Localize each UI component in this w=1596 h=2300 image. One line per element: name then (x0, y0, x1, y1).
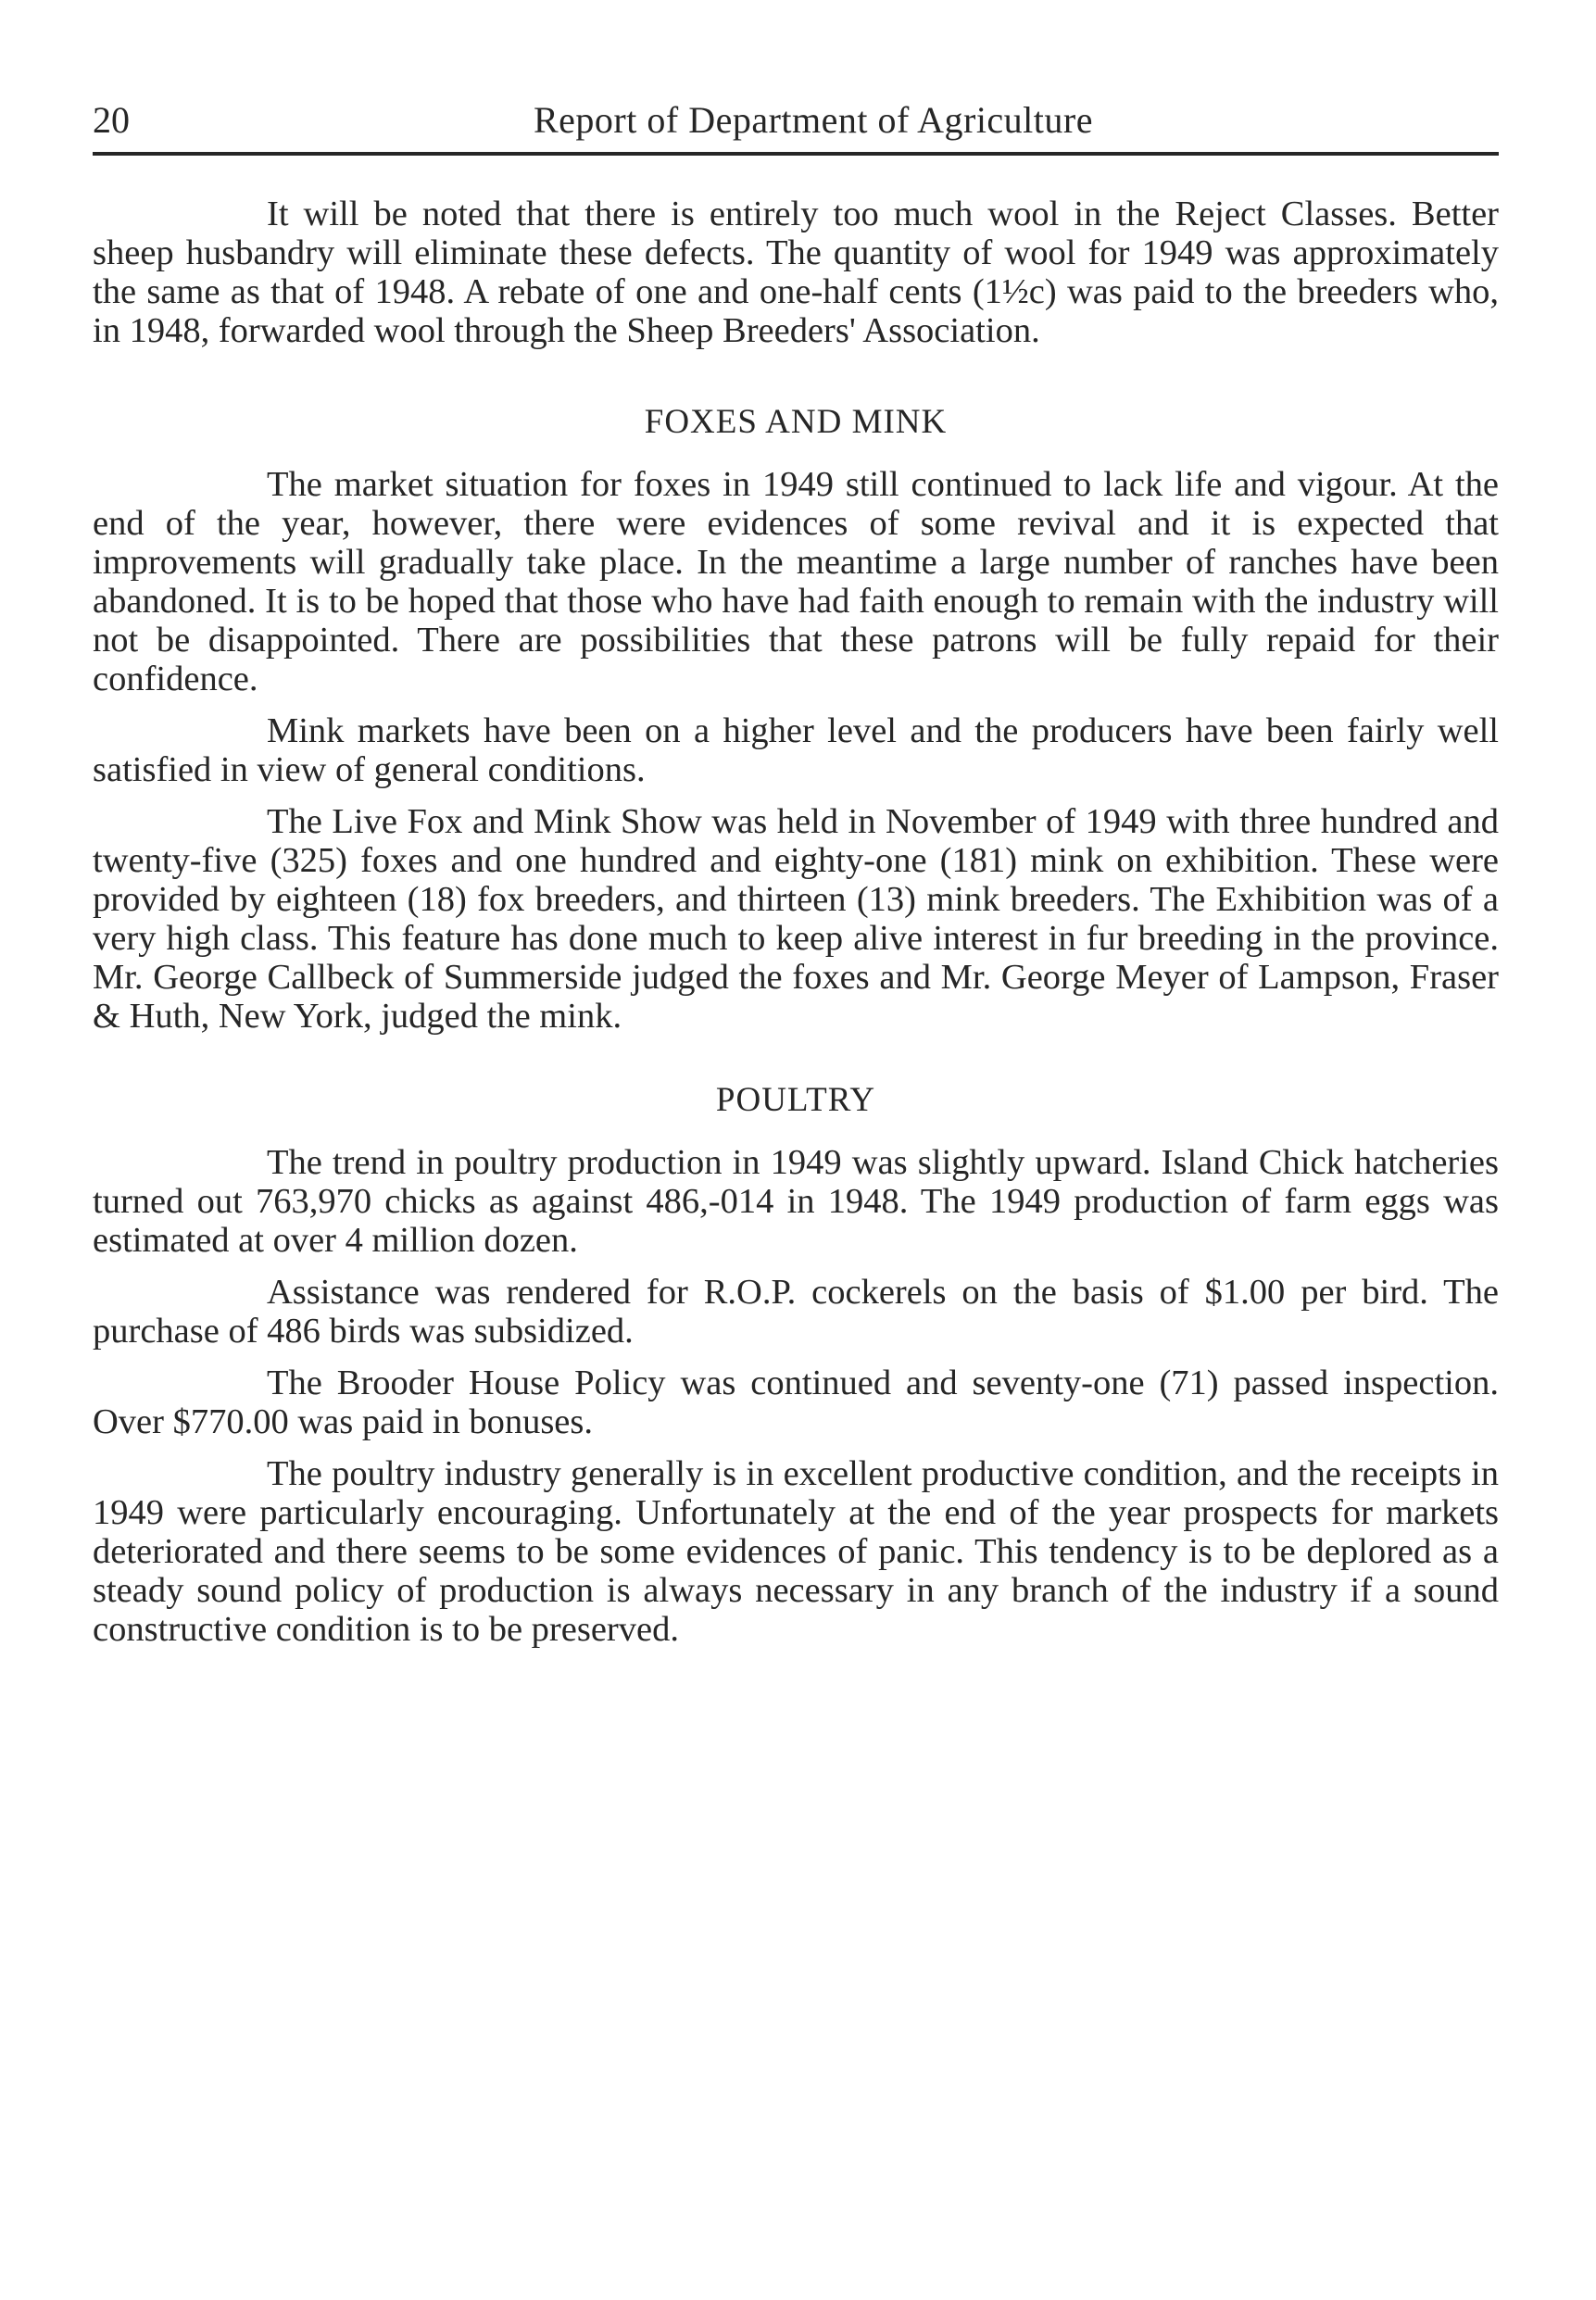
section-heading-foxes-and-mink: FOXES AND MINK (644, 403, 948, 441)
header-rule (93, 152, 1499, 156)
body-text (93, 195, 1499, 1662)
section-heading-poultry: POULTRY (715, 1081, 876, 1119)
running-head (93, 93, 1501, 148)
intro-paragraph: It will be noted that there is entirely too much wool in the Reject Classes. Better sheep husbandry will eliminate these defects. The quantity of wool for 1949 was approximately the same as that of 1948. A rebate of one and one-half cents (1½c) was paid to the breeders who, in 1948, forwarded wool through the Sheep Breeders' Association. (93, 195, 1499, 350)
foxes-paragraph-3: The Live Fox and Mink Show was held in November of 1949 with three hundred and twenty-five (325) foxes and one hundred and eighty-one (181) mink on exhibition. These were provided by eighteen (18) fox breeders, and thirteen (13) mink breeders. The Exhibition was of a very high class. This feature has done much to keep alive interest in fur breeding in the province. Mr. George Callbeck of Summerside judged the foxes and Mr. George Meyer of Lampson, Fraser & Huth, New York, judged the mink. (93, 802, 1499, 1036)
foxes-paragraph-1: The market situation for foxes in 1949 still continued to lack life and vigour. At the end of the year, however, there were evidences of some revival and it is expected that improvements will gradually take place. In the meantime a large number of ranches have been abandoned. It is to be hoped that those who have had faith enough to remain with the industry will not be disappointed. There are possibilities that these patrons will be fully repaid for their confidence. (93, 465, 1499, 698)
running-title: Report of Department of Agriculture (534, 99, 1093, 141)
poultry-paragraph-2: Assistance was rendered for R.O.P. cockerels on the basis of $1.00 per bird. The purchase of 486 birds was subsidized. (93, 1273, 1499, 1351)
foxes-paragraph-2: Mink markets have been on a higher level and the producers have been fairly well satisfied in view of general conditions. (93, 711, 1499, 789)
page-number: 20 (93, 99, 130, 141)
poultry-paragraph-1: The trend in poultry production in 1949 was slightly upward. Island Chick hatcheries turned out 763,970 chicks as against 486,-014 in 1948. The 1949 production of farm eggs was estimated at over 4 million dozen. (93, 1143, 1499, 1260)
poultry-paragraph-3: The Brooder House Policy was continued and seventy-one (71) passed inspection. Over $770.00 was paid in bonuses. (93, 1364, 1499, 1441)
poultry-paragraph-4: The poultry industry generally is in excellent productive condition, and the receipts in 1949 were particularly encouraging. Unfortunately at the end of the year prospects for markets deteriorated and there seems to be some evidences of panic. This tendency is to be deplored as a steady sound policy of production is always necessary in any branch of the industry if a sound constructive condition is to be preserved. (93, 1454, 1499, 1649)
